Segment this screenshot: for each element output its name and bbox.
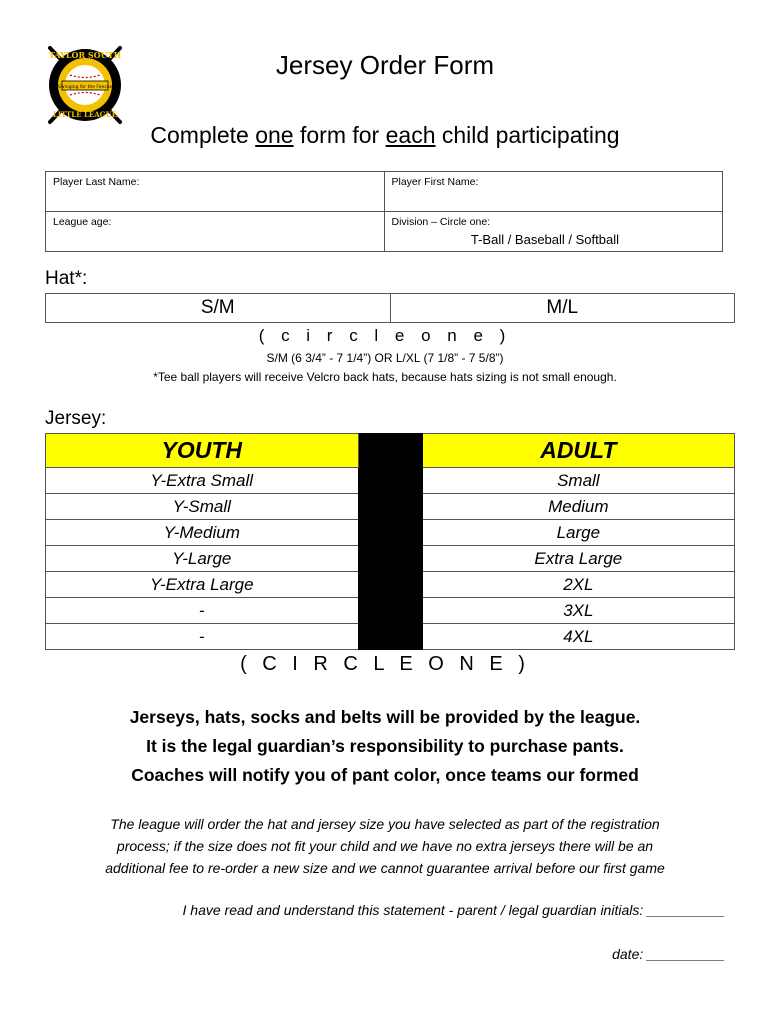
youth-size-option[interactable]: Y-Small: [46, 494, 359, 520]
hat-section-label: Hat*:: [45, 268, 88, 289]
hat-size-ranges: S/M (6 3/4” - 7 1/4”) OR L/XL (7 1/8” - 7 5/8”): [266, 351, 504, 365]
jersey-circle-note: ( C I R C L E O N E ): [240, 653, 530, 675]
adult-size-option[interactable]: Extra Large: [422, 546, 734, 572]
adult-header: ADULT: [422, 434, 734, 468]
disclaimer-line: process; if the size does not fit your child and we have no extra jerseys there will be an: [116, 838, 654, 854]
hat-size-table: [45, 293, 735, 323]
instruction-text: child participating: [435, 122, 620, 148]
notice-line-pants: It is the legal guardian’s responsibility to purchase pants.: [146, 736, 624, 756]
youth-size-placeholder: -: [46, 598, 359, 624]
adult-size-option[interactable]: 2XL: [422, 572, 734, 598]
youth-size-option[interactable]: Y-Medium: [46, 520, 359, 546]
tee-ball-hat-note: *Tee ball players will receive Velcro back hats, because hats sizing is not small enough.: [153, 370, 617, 384]
table-divider: [358, 434, 422, 650]
instruction-text: Complete: [150, 122, 256, 148]
player-info-table: [45, 171, 723, 252]
disclaimer-line: The league will order the hat and jersey size you have selected as part of the registration: [110, 816, 660, 832]
hat-option-ml[interactable]: M/L: [390, 294, 735, 323]
player-first-name-field[interactable]: [384, 172, 723, 212]
player-first-name-label: Player First Name:: [391, 176, 479, 188]
notice-line-color: Coaches will notify you of pant color, once teams our formed: [131, 765, 639, 785]
logo-bottom-text: LITTLE LEAGUE: [52, 110, 118, 119]
guardian-initials-line[interactable]: I have read and understand this statement - parent / legal guardian initials: __________: [182, 902, 725, 918]
page-title: Jersey Order Form: [275, 50, 495, 80]
adult-size-option[interactable]: Medium: [422, 494, 734, 520]
jersey-section-label: Jersey:: [45, 408, 107, 429]
logo-banner-text: Swinging for the Fences: [58, 85, 112, 90]
adult-size-option[interactable]: Large: [422, 520, 734, 546]
jersey-size-table: [45, 433, 735, 650]
form-instruction: [0, 122, 770, 149]
disclaimer-line: additional fee to re-order a new size and we cannot guarantee arrival before our first game: [105, 860, 665, 876]
league-age-field[interactable]: [46, 212, 385, 252]
youth-header: YOUTH: [46, 434, 359, 468]
hat-option-sm[interactable]: S/M: [46, 294, 391, 323]
date-line[interactable]: date: __________: [612, 946, 725, 962]
adult-size-option[interactable]: Small: [422, 468, 734, 494]
player-last-name-field[interactable]: [46, 172, 385, 212]
notice-line-provided: Jerseys, hats, socks and belts will be provided by the league.: [129, 707, 641, 727]
adult-size-option[interactable]: 3XL: [422, 598, 734, 624]
division-field[interactable]: [384, 212, 723, 252]
division-options[interactable]: T-Ball / Baseball / Softball: [470, 232, 619, 247]
player-last-name-label: Player Last Name:: [53, 176, 140, 188]
hat-circle-note: ( c i r c l e o n e ): [258, 326, 512, 345]
youth-size-option[interactable]: Y-Extra Large: [46, 572, 359, 598]
league-age-label: League age:: [53, 216, 112, 228]
youth-size-placeholder: -: [46, 624, 359, 650]
division-label: Division – Circle one:: [391, 216, 491, 228]
instruction-emphasis-each: each: [385, 122, 436, 148]
instruction-emphasis-one: one: [255, 122, 294, 148]
disclaimer-paragraph: [40, 813, 730, 879]
youth-size-option[interactable]: Y-Large: [46, 546, 359, 572]
adult-size-option[interactable]: 4XL: [422, 624, 734, 650]
instruction-text: form for: [293, 122, 386, 148]
youth-size-option[interactable]: Y-Extra Small: [46, 468, 359, 494]
logo-top-text: TAYLOR SOUTH: [48, 50, 122, 60]
